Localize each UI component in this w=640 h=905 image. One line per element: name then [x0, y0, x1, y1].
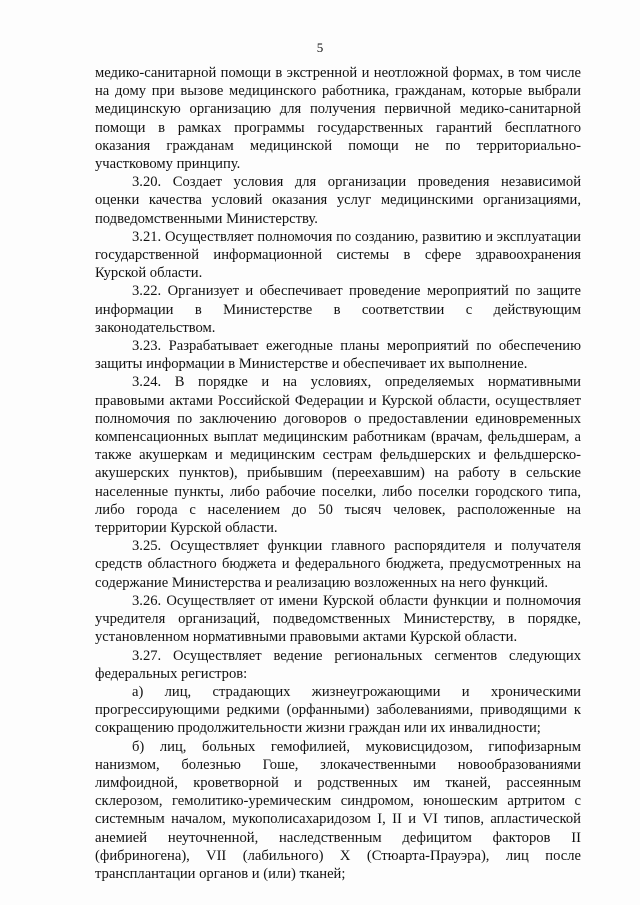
paragraph-3-22: 3.22. Организует и обеспечивает проведение мероприятий по защите информации в Министерстве в соответствии с действующим законодательством.	[95, 283, 581, 336]
list-item-a: а) лиц, страдающих жизнеугрожающими и хроническими прогрессирующими редкими (орфанными) заболеваниями, приводящими к сокращению продолжительности жизни граждан или их инвалидности;	[95, 683, 581, 737]
list-item-b: б) лиц, больных гемофилией, муковисцидозом, гипофизарным нанизмом, болезнью Гоше, злокачественными новообразованиями лимфоидной, кроветворной и родственных им тканей, рассеянным склерозом, гемолитико-уремическим синдромом, юношеским артритом с системным началом, мукополисахаридозом I, II и VI типов, апластической анемией неуточненной, наследственным дефицитом факторов II (фибриногена), VII (лабильного) X (Стюарта-Прауэра), лиц после трансплантации органов и (или) тканей;	[95, 738, 581, 882]
page-number: 5	[316, 40, 324, 55]
paragraph-3-25: 3.25. Осуществляет функции главного распорядителя и получателя средств областного бюджета и федерального бюджета, предусмотренных на содержание Министерства и реализацию возложенных на него функций.	[95, 538, 581, 591]
paragraph-3-27: 3.27. Осуществляет ведение региональных сегментов следующих федеральных регистров:	[95, 647, 581, 682]
paragraph-3-24: 3.24. В порядке и на условиях, определяемых нормативными правовыми актами Российской Федерации и Курской области, осуществляет полномочия по заключению договоров о предоставлении единовременных компенсационных выплат медицинским работникам (врачам, фельдшерам, а также акушеркам и медицинским сестрам фельдшерских и фельдшерско-акушерских пунктов), прибывшим (переехавшим) на работу в сельские населенные пункты, либо рабочие поселки, либо поселки городского типа, либо города с населением до 50 тысяч человек, расположенные на территории Курской области.	[95, 374, 581, 537]
paragraph-3-20: 3.20. Создает условия для организации проведения независимой оценки качества условий оказания услуг медицинскими организациями, подведомственными Министерству.	[95, 174, 581, 227]
paragraph-continuation: медико-санитарной помощи в экстренной и неотложной формах, в том числе на дому при вызове медицинского работника, гражданам, которые выбрали медицинскую организацию для получения первичной медико-санитарной помощи в рамках программы государственных гарантий бесплатного оказания гражданам медицинской помощи не по территориально-участковому принципу.	[95, 65, 581, 173]
document-body	[95, 64, 581, 883]
paragraph-3-23: 3.23. Разрабатывает ежегодные планы мероприятий по обеспечению защиты информации в Министерстве и обеспечивает их выполнение.	[95, 338, 581, 373]
paragraph-3-21: 3.21. Осуществляет полномочия по созданию, развитию и эксплуатации государственной информационной системы в сфере здравоохранения Курской области.	[95, 228, 581, 282]
paragraph-3-26: 3.26. Осуществляет от имени Курской области функции и полномочия учредителя организаций, подведомственных Министерству, в порядке, установленном нормативными правовыми актами Курской области.	[95, 592, 581, 646]
